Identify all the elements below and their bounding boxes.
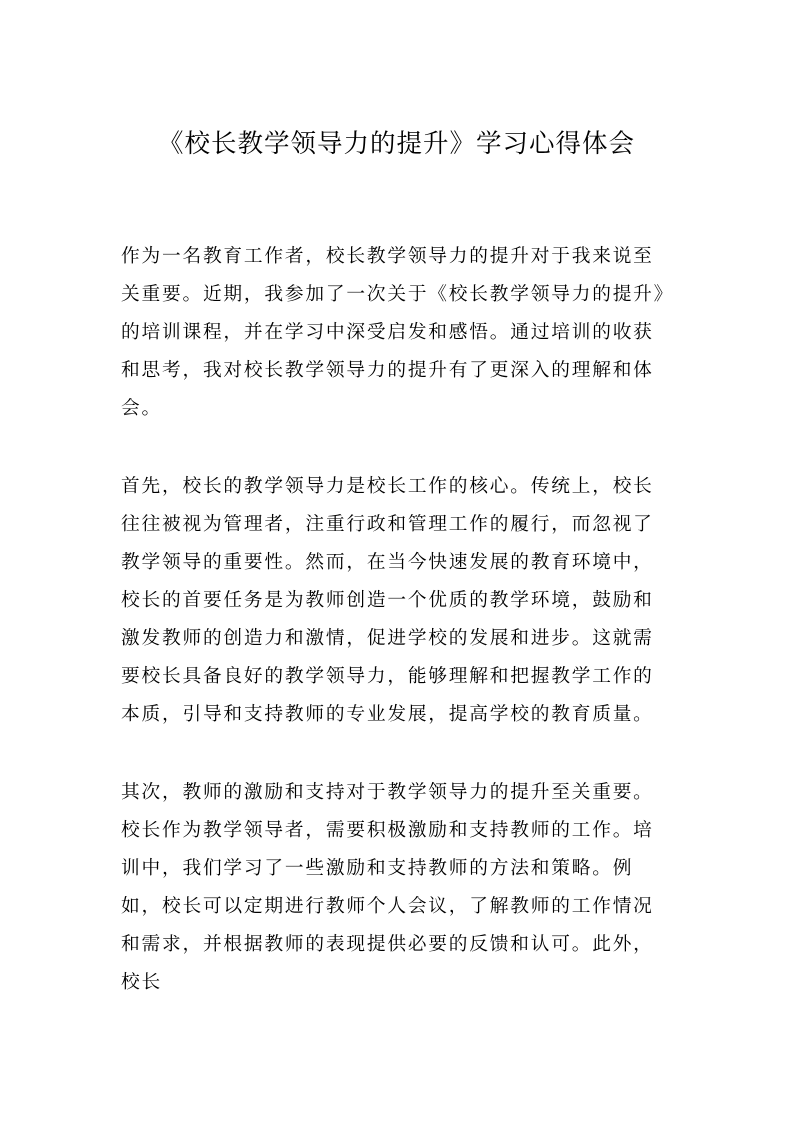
- document-title: 《校长教学领导力的提升》学习心得体会: [157, 129, 635, 159]
- paragraph-3: 其次，教师的激励和支持对于教学领导力的提升至关重要。校长作为教学领导者，需要积极激励和支持教师的工作。培训中，我们学习了一些激励和支持教师的方法和策略。例如，校长可以定期进行教师个人会议，了解教师的工作情况和需求，并根据教师的表现提供必要的反馈和认可。此外，校长: [121, 782, 654, 993]
- document-body: [121, 238, 674, 1042]
- paragraph-2: 首先，校长的教学领导力是校长工作的核心。传统上，校长往往被视为管理者，注重行政和管理工作的履行，而忽视了教学领导的重要性。然而，在当今快速发展的教育环境中，校长的首要任务是为教师创造一个优质的教学环境，鼓励和激发教师的创造力和激情，促进学校的发展和进步。这就需要校长具备良好的教学领导力，能够理解和把握教学工作的本质，引导和支持教师的专业发展，提高学校的教育质量。: [121, 476, 654, 725]
- paragraph-1: 作为一名教育工作者，校长教学领导力的提升对于我来说至关重要。近期，我参加了一次关于《校长教学领导力的提升》的培训课程，并在学习中深受启发和感悟。通过培训的收获和思考，我对校长教学领导力的提升有了更深入的理解和体会。: [121, 246, 665, 419]
